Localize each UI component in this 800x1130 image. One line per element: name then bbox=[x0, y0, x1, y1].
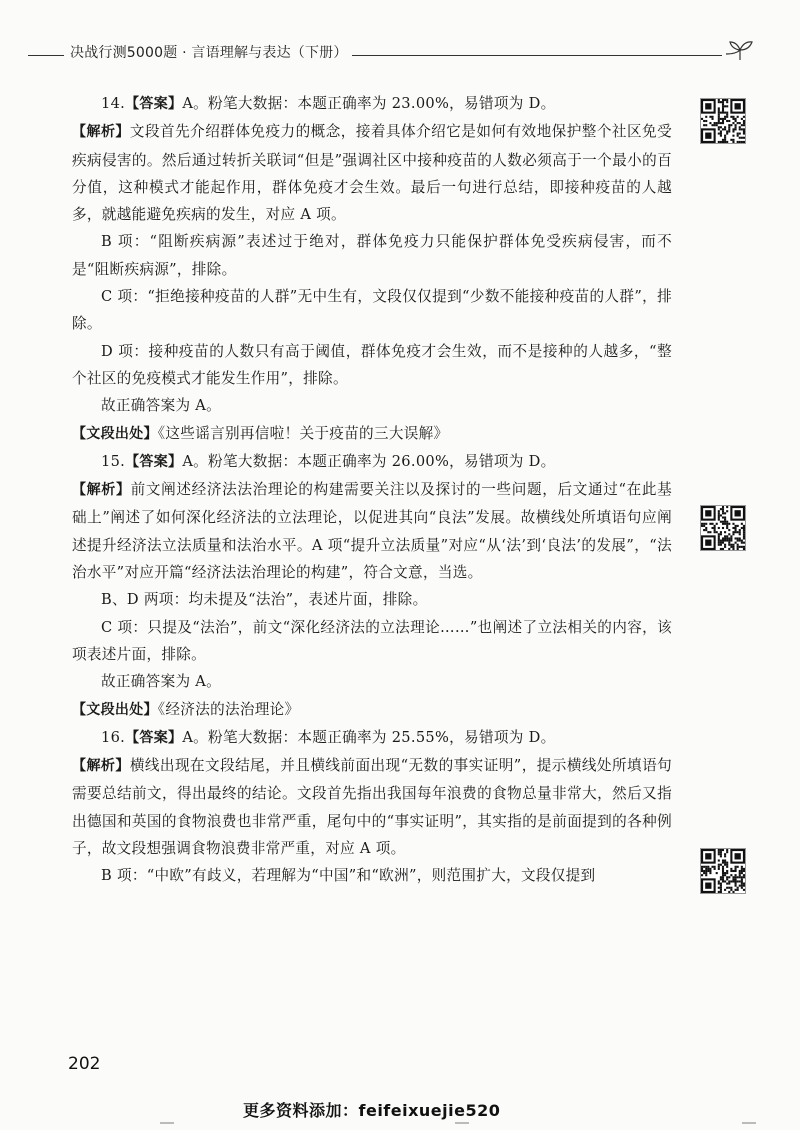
q15-source-tag: 【文段出处】 bbox=[72, 701, 158, 718]
q15-number: 15. bbox=[101, 452, 126, 470]
q14-analysis-tag: 【解析】 bbox=[72, 124, 130, 141]
q16-analysis-tag: 【解析】 bbox=[72, 758, 130, 775]
q14-analysis-text: 文段首先介绍群体免疫力的概念，接着具体介绍它是如何有效地保护整个社区免受疾病侵害的。然后通过转折关联词“但是”强调社区中接种疫苗的人数必须高于一个最小的百分值，这种模式才能起作用，群体免疫才会生效。最后一句进行总结，即接种疫苗的人越多，就越能避免疾病的发生，对应 A 项。 bbox=[72, 123, 672, 224]
q16-number: 16. bbox=[101, 728, 126, 746]
q15-option-c: C 项：只提及“法治”，前文“深化经济法的立法理论……”也阐述了立法相关的内容，该项表述片面，排除。 bbox=[72, 618, 672, 663]
running-header bbox=[0, 38, 800, 68]
q15-qr-code-icon[interactable] bbox=[700, 505, 746, 551]
q14-answer-text: A。粉笔大数据：本题正确率为 23.00%，易错项为 D。 bbox=[182, 95, 556, 112]
q16-option-b: B 项：“中欧”有歧义，若理解为“中国”和“欧洲”，则范围扩大，文段仅提到 bbox=[101, 867, 596, 885]
q15-option-bd: B、D 两项：均未提及“法治”，表述片面，排除。 bbox=[101, 591, 428, 609]
q16-analysis-text: 横线出现在文段结尾，并且横线前面出现“无数的事实证明”，提示横线处所填语句需要总结前文，得出最终的结论。文段首先指出我国每年浪费的食物总量非常大，然后又指出德国和英国的食物浪费也非常严重，尾句中的“事实证明”，其实指的是前面提到的各种例子，故文段想强调食物浪费非常严重，对应 A 项。 bbox=[72, 757, 673, 858]
q14-number: 14. bbox=[101, 95, 126, 112]
scan-speck bbox=[455, 1122, 469, 1124]
q16-analysis bbox=[72, 752, 672, 862]
q14-option-b: B 项：“阻断疾病源”表述过于绝对，群体免疫力只能保护群体免受疾病侵害，而不是“阻断疾病源”，排除。 bbox=[72, 233, 672, 278]
sprout-icon bbox=[724, 38, 756, 62]
q16-answer-text: A。粉笔大数据：本题正确率为 25.55%，易错项为 D。 bbox=[182, 728, 556, 746]
q15-analysis-tag: 【解析】 bbox=[72, 482, 131, 499]
header-title: 决战行测5000题 · 言语理解与表达（下册） bbox=[70, 45, 348, 61]
q16-answer-line bbox=[72, 724, 672, 752]
page-number: 202 bbox=[68, 1054, 101, 1074]
q16-qr-code-icon[interactable] bbox=[700, 848, 746, 894]
q15-analysis bbox=[72, 476, 672, 586]
q14-option-d: D 项：接种疫苗的人数只有高于阈值，群体免疫才会生效，而不是接种的人越多，“整个社区的免疫模式才能发生作用”，排除。 bbox=[72, 342, 672, 387]
q15-answer-line bbox=[72, 448, 672, 476]
header-rule-right bbox=[352, 55, 722, 56]
q14-analysis bbox=[72, 118, 672, 228]
scan-speck bbox=[160, 1122, 174, 1124]
q14-conclusion: 故正确答案为 A。 bbox=[101, 397, 222, 415]
q14-answer-line bbox=[72, 90, 672, 118]
q14-source-text: 《这些谣言别再信啦！关于疫苗的三大误解》 bbox=[157, 424, 449, 442]
q14-option-c: C 项：“拒绝接种疫苗的人群”无中生有，文段仅仅提到“少数不能接种疫苗的人群”，排除。 bbox=[72, 288, 672, 333]
q15-conclusion: 故正确答案为 A。 bbox=[101, 673, 222, 691]
header-rule-left bbox=[28, 55, 64, 56]
q15-analysis-text: 前文阐述经济法法治理论的构建需要关注以及探讨的一些问题，后文通过“在此基础上”阐述了如何深化经济法的立法理论，以促进其向“良法”发展。故横线处所填语句应阐述提升经济法立法质量和法治水平。A 项“提升立法质量”对应“从‘法’到‘良法’的发展”，“法治水平”对应开篇“经济法法治理论的构建”，符合文意，当选。 bbox=[72, 481, 673, 582]
q16-answer-tag: 【答案】 bbox=[125, 729, 183, 746]
q14-qr-code-icon[interactable] bbox=[700, 98, 746, 144]
q15-source bbox=[72, 696, 672, 724]
q14-answer-tag: 【答案】 bbox=[125, 96, 183, 112]
q15-answer-tag: 【答案】 bbox=[125, 453, 183, 470]
scan-speck bbox=[742, 1122, 756, 1124]
q14-source bbox=[72, 420, 672, 448]
q15-source-text: 《经济法的法治理论》 bbox=[157, 700, 300, 718]
q14-source-tag: 【文段出处】 bbox=[72, 425, 158, 442]
q15-answer-text: A。粉笔大数据：本题正确率为 26.00%，易错项为 D。 bbox=[182, 452, 556, 470]
footer-note: 更多资料添加：feifeixuejie520 bbox=[243, 1101, 501, 1120]
answer-content bbox=[72, 90, 672, 890]
